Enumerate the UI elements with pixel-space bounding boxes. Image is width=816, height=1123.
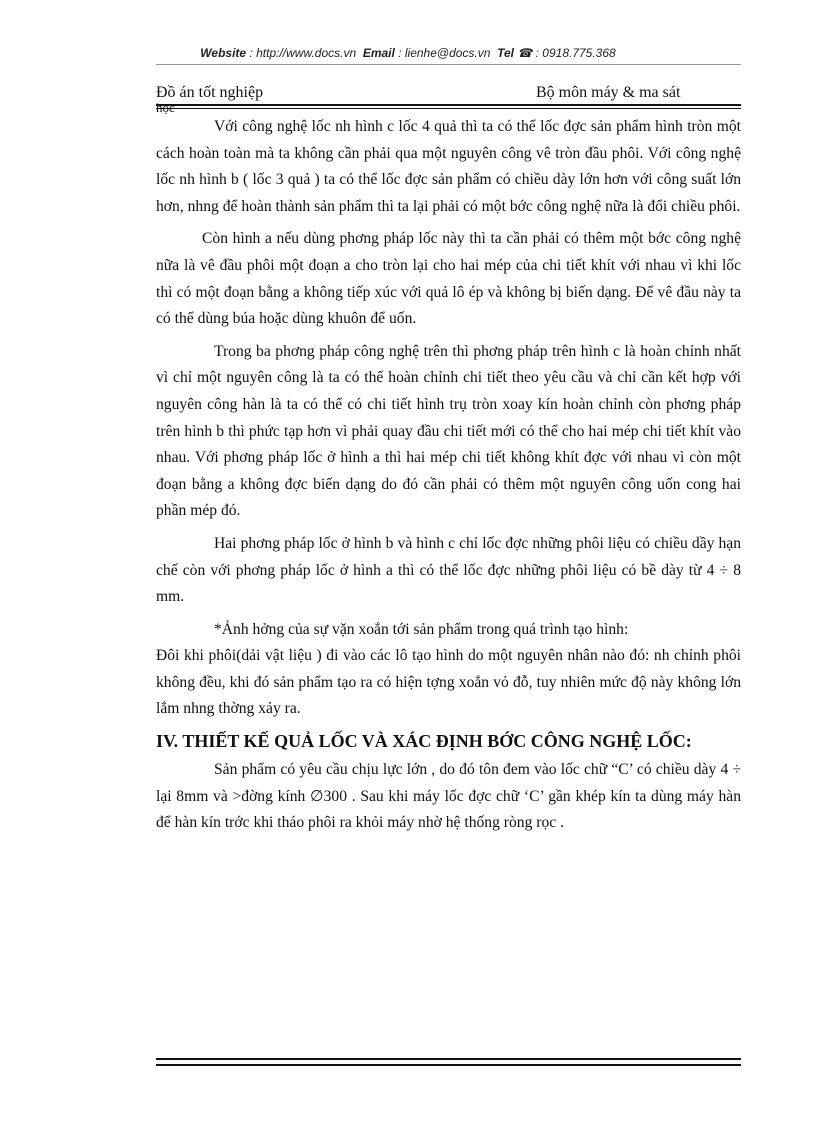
footer-rule-top <box>156 1058 741 1060</box>
header-rule-thin <box>156 108 741 109</box>
paragraph: Đôi khi phôi(dải vật liệu ) đi vào các lô tạo hình do một nguyên nhân nào đó: nh chỉnh phôi không đều, khi đó sản phẩm tạo ra có hiện tợng xoắn vỏ đỗ, tuy nhiên mức độ này không lớn lắm nhng thờng xảy ra. <box>156 647 741 718</box>
document-body <box>156 114 741 837</box>
paragraph: *Ảnh hởng của sự vặn xoắn tới sản phẩm trong quá trình tạo hình: <box>214 620 629 638</box>
website-label: Website <box>200 46 247 60</box>
website-value[interactable]: : http://www.docs.vn <box>249 46 357 60</box>
header-left-title: Đồ án tốt nghiệp <box>156 84 264 101</box>
header-overflow-text: học <box>156 100 175 115</box>
header-rule-thick <box>156 104 741 106</box>
paragraph: Trong ba phơng pháp công nghệ trên thì phơng pháp trên hình c là hoàn chỉnh nhất vì chỉ một nguyên công là ta có thể hoàn chỉnh chi tiết theo yêu cầu và chỉ cần kết hợp với nguyên công hàn là ta có thể có chi tiết hình trụ tròn xoay kín hoàn chỉnh còn phơng pháp trên hình b thì phức tạp hơn vì phải quay đầu chi tiết mới có thể cho hai mép chi tiết khít vào nhau. Với phơng pháp lốc ở hình a thì hai mép chi tiết không khít đợc với nhau vì còn một đoạn bằng a không đợc biến dạng do đó cần phải có thêm một nguyên công uốn cong hai phần mép đó. <box>156 342 741 520</box>
header-right-title: Bộ môn máy & ma sát <box>536 84 681 101</box>
paragraph: Hai phơng pháp lốc ở hình b và hình c chỉ lốc đợc những phôi liệu có chiều dầy hạn chế còn với phơng pháp lốc ở hình a thì có thể lốc đợc những phôi liệu có bề dày từ 4 ÷ 8 mm. <box>156 534 741 606</box>
website-bar <box>0 46 816 60</box>
page-header <box>156 84 741 115</box>
tel-value: ☎ : 0918.775.368 <box>517 46 616 60</box>
email-value[interactable]: : lienhe@docs.vn <box>398 46 491 60</box>
paragraph: Sản phẩm có yêu cầu chịu lực lớn , do đó tôn đem vào lốc chữ “C’ có chiều dày 4 ÷ lại 8mm và >đờng kính ∅300 . Sau khi máy lốc đợc chữ ‘C’ gần khép kín ta dùng máy hàn để hàn kín trớc khi tháo phôi ra khỏi máy nhờ hệ thống ròng rọc . <box>156 761 741 832</box>
paragraph: Còn hình a nếu dùng phơng pháp lốc này thì ta cần phải có thêm một bớc công nghệ nữa là vê đầu phôi một đoạn a cho tròn lại cho hai mép của chi tiết khít với nhau vì khi lốc thì có một đoạn bằng a không tiếp xúc với quả lô ép và không bị biến dạng. Để vê đầu này ta có thể dùng búa hoặc dùng khuôn để uốn. <box>156 230 741 328</box>
footer-rule-bottom <box>156 1064 741 1066</box>
section-heading: IV. THIẾT KẾ QUẢ LỐC VÀ XÁC ĐỊNH BỚC CÔNG NGHỆ LỐC: <box>156 731 692 752</box>
paragraph: Với công nghệ lốc nh hình c lốc 4 quả thì ta có thể lốc đợc sản phẩm hình tròn một cách hoàn toàn mà ta không cần phải qua một nguyên công vê tròn đầu phôi. Với công nghệ lốc nh hình b ( lốc 3 quả ) ta có thể lốc đợc sản phẩm có chiều dày lớn hơn với công suất lớn hơn, nhng để hoàn thành sản phẩm thì ta lại phải có một bớc công nghệ nữa là đổi chiều phôi. <box>156 118 741 215</box>
tel-label: Tel <box>497 46 514 60</box>
top-divider <box>156 64 741 65</box>
email-label: Email <box>362 46 395 60</box>
